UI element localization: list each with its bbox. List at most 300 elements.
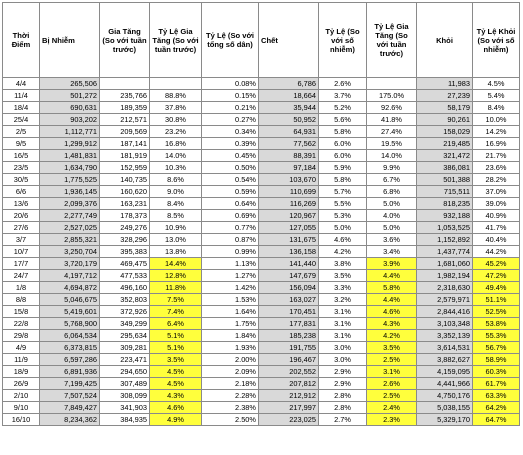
cell-infected-increase-rate: 4.6% <box>150 402 202 414</box>
cell-recovered: 158,029 <box>417 126 473 138</box>
cell-infected: 8,234,362 <box>40 414 100 426</box>
cell-recovered: 818,235 <box>417 198 473 210</box>
table-row <box>3 390 520 402</box>
cell-infected: 690,631 <box>40 102 100 114</box>
cell-population-rate: 1.42% <box>202 282 259 294</box>
cell-population-rate: 0.54% <box>202 174 259 186</box>
cell-infected: 1,299,912 <box>40 138 100 150</box>
cell-infected: 1,775,525 <box>40 174 100 186</box>
cell-recovered-rate: 21.7% <box>473 150 520 162</box>
cell-deaths: 185,238 <box>259 330 319 342</box>
cell-death-increase-rate: 3.9% <box>367 258 417 270</box>
cell-population-rate: 0.27% <box>202 114 259 126</box>
cell-recovered: 58,179 <box>417 102 473 114</box>
cell-infected-increase-rate: 13.8% <box>150 246 202 258</box>
cell-infected-increase: 249,276 <box>100 222 150 234</box>
cell-recovered-rate: 5.4% <box>473 90 520 102</box>
cell-death-increase-rate: 6.7% <box>367 174 417 186</box>
cell-date: 16/5 <box>3 150 40 162</box>
cell-infected: 1,481,831 <box>40 150 100 162</box>
cell-death-increase-rate: 5.0% <box>367 198 417 210</box>
cell-deaths: 110,699 <box>259 186 319 198</box>
cell-deaths: 64,931 <box>259 126 319 138</box>
cell-recovered: 219,485 <box>417 138 473 150</box>
cell-recovered-rate: 52.5% <box>473 306 520 318</box>
cell-infected-increase: 294,650 <box>100 366 150 378</box>
cell-recovered-rate: 60.3% <box>473 366 520 378</box>
cell-infected-increase: 152,959 <box>100 162 150 174</box>
cell-death-rate: 5.7% <box>319 186 367 198</box>
cell-deaths: 97,184 <box>259 162 319 174</box>
cell-death-rate: 5.5% <box>319 198 367 210</box>
cell-infected-increase: 212,571 <box>100 114 150 126</box>
cell-recovered: 321,472 <box>417 150 473 162</box>
cell-deaths: 120,967 <box>259 210 319 222</box>
cell-recovered-rate: 64.7% <box>473 414 520 426</box>
cell-infected-increase: 372,926 <box>100 306 150 318</box>
cell-death-rate: 4.2% <box>319 246 367 258</box>
cell-date: 26/9 <box>3 378 40 390</box>
cell-infected: 7,849,427 <box>40 402 100 414</box>
cell-population-rate: 0.59% <box>202 186 259 198</box>
cell-population-rate: 2.28% <box>202 390 259 402</box>
cell-death-rate: 5.8% <box>319 174 367 186</box>
cell-death-increase-rate: 4.2% <box>367 330 417 342</box>
cell-death-rate: 5.2% <box>319 102 367 114</box>
cell-recovered: 715,511 <box>417 186 473 198</box>
cell-recovered: 2,318,630 <box>417 282 473 294</box>
cell-infected: 5,046,675 <box>40 294 100 306</box>
header-death-increase-rate: Tỷ Lệ Gia Tăng (So với tuần trước) <box>367 3 417 78</box>
cell-infected-increase-rate: 8.6% <box>150 174 202 186</box>
cell-death-rate: 2.9% <box>319 378 367 390</box>
table-row <box>3 330 520 342</box>
cell-recovered: 3,352,139 <box>417 330 473 342</box>
cell-population-rate: 0.08% <box>202 78 259 90</box>
cell-death-increase-rate: 2.4% <box>367 402 417 414</box>
cell-death-rate: 5.6% <box>319 114 367 126</box>
cell-date: 23/5 <box>3 162 40 174</box>
cell-death-rate: 2.9% <box>319 366 367 378</box>
cell-death-rate: 3.3% <box>319 282 367 294</box>
cell-recovered-rate: 39.0% <box>473 198 520 210</box>
cell-date: 4/4 <box>3 78 40 90</box>
cell-infected-increase: 469,475 <box>100 258 150 270</box>
cell-recovered-rate: 40.4% <box>473 234 520 246</box>
table-row <box>3 150 520 162</box>
cell-recovered: 501,388 <box>417 174 473 186</box>
cell-death-increase-rate: 5.0% <box>367 222 417 234</box>
cell-deaths: 177,831 <box>259 318 319 330</box>
cell-infected-increase: 160,620 <box>100 186 150 198</box>
cell-date: 11/4 <box>3 90 40 102</box>
cell-date: 20/6 <box>3 210 40 222</box>
cell-date: 9/5 <box>3 138 40 150</box>
cell-death-increase-rate: 27.4% <box>367 126 417 138</box>
cell-infected-increase-rate: 11.8% <box>150 282 202 294</box>
cell-infected-increase: 384,935 <box>100 414 150 426</box>
cell-recovered-rate: 41.7% <box>473 222 520 234</box>
cell-infected-increase-rate: 13.0% <box>150 234 202 246</box>
cell-infected-increase-rate: 8.4% <box>150 198 202 210</box>
cell-deaths: 6,786 <box>259 78 319 90</box>
cell-death-rate: 5.8% <box>319 126 367 138</box>
cell-death-rate: 3.1% <box>319 306 367 318</box>
cell-recovered-rate: 47.2% <box>473 270 520 282</box>
cell-recovered: 3,614,531 <box>417 342 473 354</box>
cell-infected-increase: 349,299 <box>100 318 150 330</box>
cell-date: 18/4 <box>3 102 40 114</box>
cell-infected: 265,506 <box>40 78 100 90</box>
cell-death-rate: 6.0% <box>319 138 367 150</box>
cell-deaths: 131,675 <box>259 234 319 246</box>
cell-infected: 7,199,425 <box>40 378 100 390</box>
cell-recovered-rate: 56.7% <box>473 342 520 354</box>
table-row <box>3 258 520 270</box>
cell-death-rate: 5.9% <box>319 162 367 174</box>
cell-recovered-rate: 28.2% <box>473 174 520 186</box>
cell-recovered: 4,441,966 <box>417 378 473 390</box>
table-row <box>3 78 520 90</box>
cell-infected: 1,112,771 <box>40 126 100 138</box>
cell-date: 4/9 <box>3 342 40 354</box>
table-row <box>3 222 520 234</box>
table-body <box>3 78 520 426</box>
table-row <box>3 414 520 426</box>
cell-infected-increase <box>100 78 150 90</box>
cell-infected-increase-rate: 14.4% <box>150 258 202 270</box>
cell-infected-increase: 477,533 <box>100 270 150 282</box>
cell-deaths: 156,094 <box>259 282 319 294</box>
cell-recovered-rate: 10.0% <box>473 114 520 126</box>
cell-recovered-rate: 37.0% <box>473 186 520 198</box>
cell-infected-increase-rate: 6.4% <box>150 318 202 330</box>
cell-recovered-rate: 44.2% <box>473 246 520 258</box>
cell-death-increase-rate: 2.5% <box>367 354 417 366</box>
cell-death-increase-rate: 3.1% <box>367 366 417 378</box>
table-row <box>3 402 520 414</box>
cell-infected-increase-rate: 37.8% <box>150 102 202 114</box>
cell-death-rate: 3.8% <box>319 258 367 270</box>
cell-infected: 2,855,321 <box>40 234 100 246</box>
cell-deaths: 217,997 <box>259 402 319 414</box>
cell-infected-increase-rate: 16.8% <box>150 138 202 150</box>
cell-recovered-rate: 64.2% <box>473 402 520 414</box>
cell-population-rate: 0.34% <box>202 126 259 138</box>
cell-death-rate: 3.1% <box>319 330 367 342</box>
cell-recovered: 27,239 <box>417 90 473 102</box>
cell-infected-increase: 181,919 <box>100 150 150 162</box>
cell-recovered-rate: 61.7% <box>473 378 520 390</box>
cell-infected-increase: 395,383 <box>100 246 150 258</box>
cell-infected-increase: 209,569 <box>100 126 150 138</box>
cell-date: 16/10 <box>3 414 40 426</box>
header-infected-increase: Gia Tăng (So với tuần trước) <box>100 3 150 78</box>
table-row <box>3 282 520 294</box>
cell-infected: 2,527,025 <box>40 222 100 234</box>
cell-date: 9/10 <box>3 402 40 414</box>
table-row <box>3 234 520 246</box>
cell-infected-increase-rate: 9.0% <box>150 186 202 198</box>
cell-infected-increase-rate: 30.8% <box>150 114 202 126</box>
cell-date: 3/7 <box>3 234 40 246</box>
cell-death-rate: 6.0% <box>319 150 367 162</box>
cell-date: 6/6 <box>3 186 40 198</box>
cell-recovered: 1,053,525 <box>417 222 473 234</box>
cell-death-increase-rate: 4.0% <box>367 210 417 222</box>
table-row <box>3 366 520 378</box>
cell-death-increase-rate: 19.5% <box>367 138 417 150</box>
cell-population-rate: 1.84% <box>202 330 259 342</box>
cell-death-rate: 4.6% <box>319 234 367 246</box>
cell-date: 2/10 <box>3 390 40 402</box>
cell-infected: 7,507,524 <box>40 390 100 402</box>
cell-deaths: 116,269 <box>259 198 319 210</box>
table-row <box>3 198 520 210</box>
cell-death-rate: 3.2% <box>319 294 367 306</box>
cell-recovered: 386,081 <box>417 162 473 174</box>
cell-population-rate: 2.18% <box>202 378 259 390</box>
cell-death-rate: 3.0% <box>319 354 367 366</box>
cell-recovered-rate: 4.5% <box>473 78 520 90</box>
cell-deaths: 212,912 <box>259 390 319 402</box>
cell-infected-increase: 235,766 <box>100 90 150 102</box>
cell-death-rate: 5.3% <box>319 210 367 222</box>
cell-infected-increase-rate: 10.3% <box>150 162 202 174</box>
cell-deaths: 207,812 <box>259 378 319 390</box>
cell-population-rate: 0.45% <box>202 150 259 162</box>
cell-infected-increase-rate: 3.5% <box>150 354 202 366</box>
cell-infected-increase-rate: 4.9% <box>150 414 202 426</box>
cell-deaths: 18,664 <box>259 90 319 102</box>
cell-deaths: 170,451 <box>259 306 319 318</box>
cell-infected-increase: 328,296 <box>100 234 150 246</box>
table-row <box>3 90 520 102</box>
cell-infected-increase-rate: 4.5% <box>150 378 202 390</box>
cell-population-rate: 0.87% <box>202 234 259 246</box>
cell-deaths: 77,562 <box>259 138 319 150</box>
cell-infected-increase: 140,735 <box>100 174 150 186</box>
cell-date: 15/8 <box>3 306 40 318</box>
cell-infected-increase: 163,231 <box>100 198 150 210</box>
cell-population-rate: 2.50% <box>202 414 259 426</box>
cell-recovered-rate: 63.3% <box>473 390 520 402</box>
cell-population-rate: 0.64% <box>202 198 259 210</box>
cell-death-increase-rate: 2.5% <box>367 390 417 402</box>
cell-date: 1/8 <box>3 282 40 294</box>
cell-infected: 2,099,376 <box>40 198 100 210</box>
table-row <box>3 210 520 222</box>
cell-death-rate: 3.7% <box>319 90 367 102</box>
cell-date: 25/4 <box>3 114 40 126</box>
cell-recovered: 3,882,627 <box>417 354 473 366</box>
header-date: Thời Điểm <box>3 3 40 78</box>
cell-death-rate: 3.1% <box>319 318 367 330</box>
cell-population-rate: 0.21% <box>202 102 259 114</box>
cell-infected-increase: 352,803 <box>100 294 150 306</box>
cell-population-rate: 1.75% <box>202 318 259 330</box>
cell-recovered-rate: 45.2% <box>473 258 520 270</box>
cell-infected-increase-rate: 7.4% <box>150 306 202 318</box>
cell-date: 29/8 <box>3 330 40 342</box>
cell-infected-increase: 178,373 <box>100 210 150 222</box>
cell-infected-increase: 189,359 <box>100 102 150 114</box>
cell-death-rate: 2.8% <box>319 402 367 414</box>
cell-infected-increase-rate: 14.0% <box>150 150 202 162</box>
cell-deaths: 147,679 <box>259 270 319 282</box>
cell-death-rate: 3.0% <box>319 342 367 354</box>
cell-recovered-rate: 53.8% <box>473 318 520 330</box>
table-row <box>3 306 520 318</box>
cell-infected-increase: 307,489 <box>100 378 150 390</box>
cell-deaths: 196,467 <box>259 354 319 366</box>
cell-deaths: 35,944 <box>259 102 319 114</box>
cell-deaths: 163,027 <box>259 294 319 306</box>
cell-recovered-rate: 40.9% <box>473 210 520 222</box>
cell-infected: 6,373,815 <box>40 342 100 354</box>
cell-infected: 4,197,712 <box>40 270 100 282</box>
cell-infected-increase-rate: 8.5% <box>150 210 202 222</box>
cell-deaths: 141,440 <box>259 258 319 270</box>
cell-date: 17/7 <box>3 258 40 270</box>
cell-deaths: 88,391 <box>259 150 319 162</box>
cell-infected-increase-rate: 4.3% <box>150 390 202 402</box>
cell-infected-increase: 308,099 <box>100 390 150 402</box>
cell-date: 18/9 <box>3 366 40 378</box>
header-death-rate: Tỷ Lệ (So với số nhiễm) <box>319 3 367 78</box>
cell-recovered-rate: 55.3% <box>473 330 520 342</box>
cell-death-increase-rate: 41.8% <box>367 114 417 126</box>
header-population-rate: Tỷ Lệ (So với tổng số dân) <box>202 3 259 78</box>
cell-infected-increase-rate: 4.5% <box>150 366 202 378</box>
cell-population-rate: 0.50% <box>202 162 259 174</box>
cell-death-increase-rate: 4.4% <box>367 270 417 282</box>
header-infected-increase-rate: Tỷ Lệ Gia Tăng (So với tuần trước) <box>150 3 202 78</box>
header-recovered: Khỏi <box>417 3 473 78</box>
cell-population-rate: 0.77% <box>202 222 259 234</box>
cell-recovered: 90,261 <box>417 114 473 126</box>
table-row <box>3 114 520 126</box>
cell-recovered-rate: 8.4% <box>473 102 520 114</box>
cell-infected: 1,936,145 <box>40 186 100 198</box>
cell-deaths: 50,952 <box>259 114 319 126</box>
cell-infected: 1,634,790 <box>40 162 100 174</box>
table-row <box>3 294 520 306</box>
table-row <box>3 270 520 282</box>
cell-population-rate: 2.00% <box>202 354 259 366</box>
cell-infected-increase-rate: 12.8% <box>150 270 202 282</box>
cell-deaths: 127,055 <box>259 222 319 234</box>
cell-recovered: 5,329,170 <box>417 414 473 426</box>
cell-recovered: 11,983 <box>417 78 473 90</box>
cell-recovered: 932,188 <box>417 210 473 222</box>
cell-population-rate: 1.13% <box>202 258 259 270</box>
cell-death-rate: 2.7% <box>319 414 367 426</box>
cell-death-increase-rate: 2.3% <box>367 414 417 426</box>
cell-infected: 4,694,872 <box>40 282 100 294</box>
table-row <box>3 162 520 174</box>
cell-recovered: 1,681,060 <box>417 258 473 270</box>
cell-death-increase-rate: 14.0% <box>367 150 417 162</box>
cell-recovered: 1,982,194 <box>417 270 473 282</box>
header-infected: Bị Nhiễm <box>40 3 100 78</box>
table-row <box>3 354 520 366</box>
cell-population-rate: 1.64% <box>202 306 259 318</box>
header-recovered-rate: Tỷ Lệ Khỏi (So với số nhiễm) <box>473 3 520 78</box>
cell-infected: 501,272 <box>40 90 100 102</box>
cell-population-rate: 0.69% <box>202 210 259 222</box>
table-row <box>3 138 520 150</box>
cell-infected-increase-rate: 7.5% <box>150 294 202 306</box>
cell-recovered-rate: 51.1% <box>473 294 520 306</box>
cell-infected: 6,064,534 <box>40 330 100 342</box>
cell-death-increase-rate: 92.6% <box>367 102 417 114</box>
cell-infected-increase: 187,141 <box>100 138 150 150</box>
cell-infected-increase-rate: 23.2% <box>150 126 202 138</box>
cell-recovered: 4,159,095 <box>417 366 473 378</box>
cell-death-increase-rate: 3.6% <box>367 234 417 246</box>
cell-date: 2/5 <box>3 126 40 138</box>
cell-death-rate: 2.8% <box>319 390 367 402</box>
cell-population-rate: 0.15% <box>202 90 259 102</box>
cell-infected-increase: 496,160 <box>100 282 150 294</box>
cell-recovered-rate: 16.9% <box>473 138 520 150</box>
cell-infected-increase-rate: 88.8% <box>150 90 202 102</box>
cell-population-rate: 1.93% <box>202 342 259 354</box>
cell-infected: 3,250,704 <box>40 246 100 258</box>
cell-population-rate: 2.38% <box>202 402 259 414</box>
cell-infected-increase: 295,634 <box>100 330 150 342</box>
cell-date: 30/5 <box>3 174 40 186</box>
cell-population-rate: 1.53% <box>202 294 259 306</box>
cell-death-increase-rate: 4.3% <box>367 318 417 330</box>
table-row <box>3 318 520 330</box>
cell-population-rate: 0.39% <box>202 138 259 150</box>
header-deaths: Chết <box>259 3 319 78</box>
cell-deaths: 191,755 <box>259 342 319 354</box>
cell-infected-increase-rate: 5.1% <box>150 342 202 354</box>
table-row <box>3 174 520 186</box>
cell-death-increase-rate: 2.6% <box>367 378 417 390</box>
cell-death-increase-rate: 4.4% <box>367 294 417 306</box>
cell-deaths: 136,158 <box>259 246 319 258</box>
table-row <box>3 126 520 138</box>
cell-infected: 5,768,900 <box>40 318 100 330</box>
cell-infected-increase-rate: 10.9% <box>150 222 202 234</box>
table-row <box>3 378 520 390</box>
cell-infected-increase: 341,903 <box>100 402 150 414</box>
cell-death-increase-rate: 5.8% <box>367 282 417 294</box>
cell-death-rate: 3.5% <box>319 270 367 282</box>
cell-death-increase-rate <box>367 78 417 90</box>
cell-date: 8/8 <box>3 294 40 306</box>
table-row <box>3 246 520 258</box>
cell-infected-increase-rate: 5.1% <box>150 330 202 342</box>
cell-recovered: 5,038,155 <box>417 402 473 414</box>
cell-recovered-rate: 14.2% <box>473 126 520 138</box>
cell-recovered: 2,844,416 <box>417 306 473 318</box>
cell-infected: 2,277,749 <box>40 210 100 222</box>
cell-death-increase-rate: 9.9% <box>367 162 417 174</box>
cell-infected: 6,597,286 <box>40 354 100 366</box>
cell-death-increase-rate: 3.4% <box>367 246 417 258</box>
cell-infected: 6,891,936 <box>40 366 100 378</box>
cell-death-increase-rate: 175.0% <box>367 90 417 102</box>
cell-recovered: 1,437,774 <box>417 246 473 258</box>
cell-recovered: 4,750,176 <box>417 390 473 402</box>
table-row <box>3 102 520 114</box>
covid-stats-table <box>2 2 520 426</box>
